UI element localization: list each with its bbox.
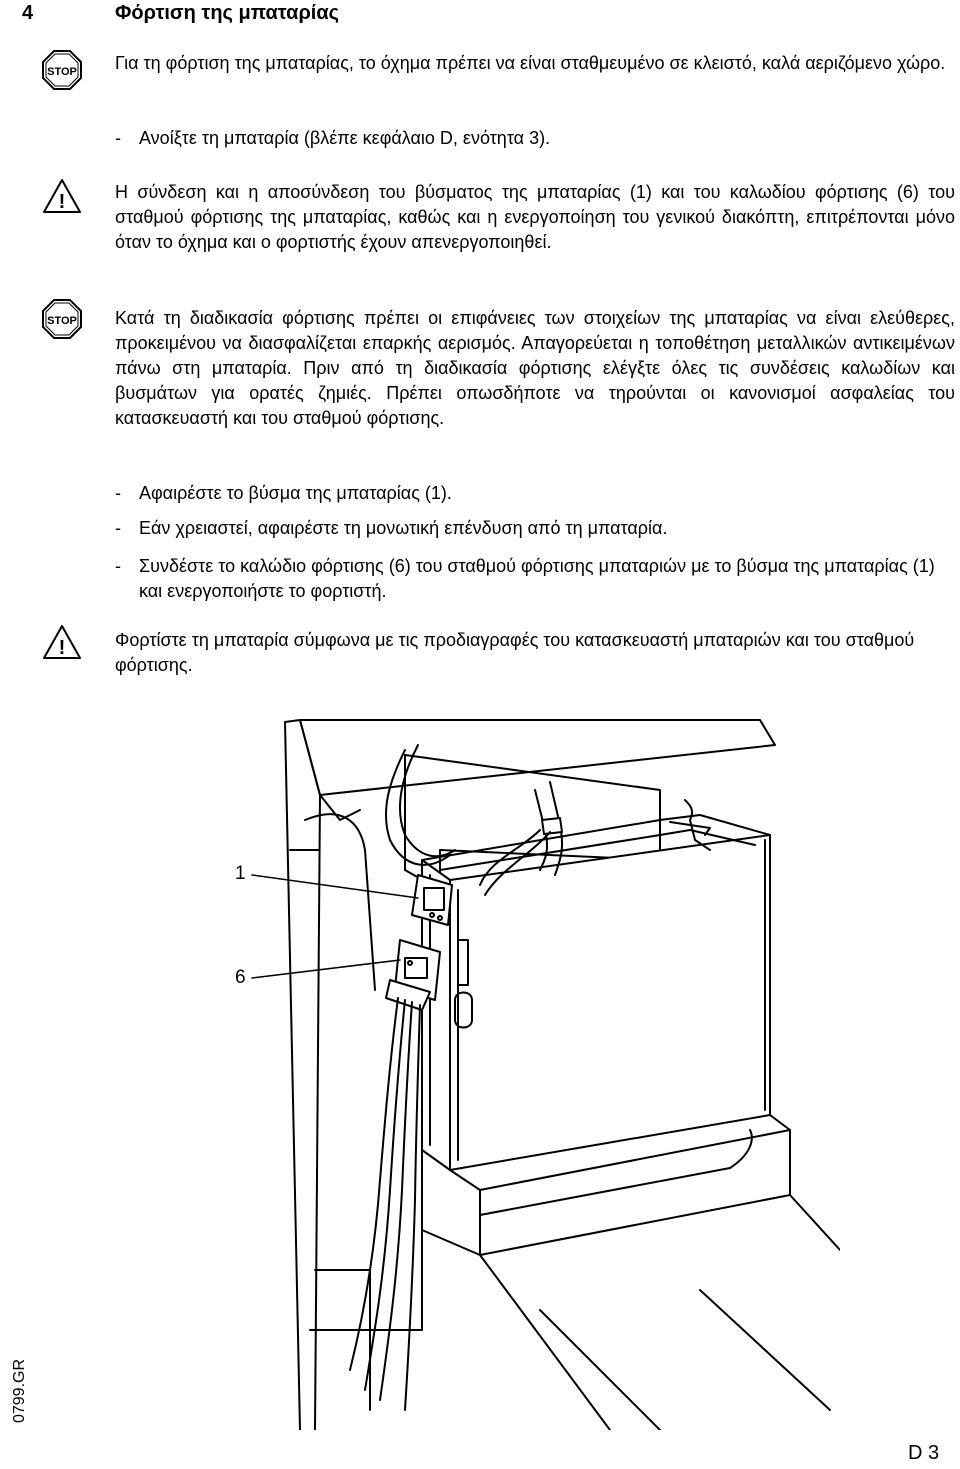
list-dash: - [115,128,121,148]
callout-battery-plug: 1 [235,863,246,884]
document-code: 0799.GR [11,1358,29,1424]
warning-mark: ! [58,637,66,659]
list-dash: - [115,556,121,576]
paragraph-charging-safety: Κατά τη διαδικασία φόρτισης πρέπει οι επιφάνειες των στοιχείων της μπαταρίας να είναι ελεύθερες, προκειμένου να διασφαλίζεται επαρκής αερισμός. Απαγορεύεται η τοποθέτηση μεταλλικών αντικειμένων πάνω στη μπαταρία. Πριν από τη διαδικασία φόρτισης ελέγξτε όλες τις συνδέσεις καλωδίων και βυσμάτων για ορατές ζημιές. Πρέπει οπωσδήποτε να τηρούνται οι κανονισμοί ασφαλείας του κατασκευαστή και του σταθμού φόρτισης. [115,308,955,428]
section-title: Φόρτιση της μπαταρίας [115,2,340,24]
step-open-battery: Ανοίξτε τη μπαταρία (βλέπε κεφάλαιο D, ενότητα 3). [139,128,551,148]
callout-charging-cable: 6 [235,967,246,988]
paragraph-connection-warning: Η σύνδεση και η αποσύνδεση του βύσματος της μπαταρίας (1) και του καλωδίου φόρτισης (6) του σταθμού φόρτισης της μπαταρίας, καθώς και η ενεργοποίηση του γενικού διακόπτη, επιτρέπονται μόνο όταν το όχημα και ο φορτιστής έχουν απενεργοποιηθεί. [115,182,955,252]
battery-charging-illustration [190,710,840,1430]
list-dash: - [115,518,121,538]
step-remove-plug: Αφαιρέστε το βύσμα της μπαταρίας (1). [139,483,452,503]
warning-triangle-icon [42,178,82,214]
warning-mark: ! [58,191,66,213]
stop-sign-label: STOP [47,66,77,78]
paragraph-charge-instructions: Φορτίστε τη μπαταρία σύμφωνα με τις προδιαγραφές του κατασκευαστή μπαταριών και του σταθμού φόρτισης. [115,630,915,675]
section-number: 4 [22,2,34,24]
list-dash: - [115,483,121,503]
step-remove-insulation: Εάν χρειαστεί, αφαιρέστε τη μονωτική επένδυση από τη μπαταρία. [139,518,668,538]
stop-sign-icon [42,50,82,90]
stop-sign-icon [42,299,82,339]
paragraph-parking: Για τη φόρτιση της μπαταρίας, το όχημα πρέπει να είναι σταθμευμένο σε κλειστό, καλά αεριζόμενο χώρο. [115,53,946,73]
warning-triangle-icon [42,624,82,660]
page-number: D 3 [908,1442,940,1464]
stop-sign-label: STOP [47,315,77,327]
step-connect-charger: Συνδέστε το καλώδιο φόρτισης (6) του σταθμού φόρτισης μπαταριών με το βύσμα της μπαταρίας (1) και ενεργοποιήστε το φορτιστή. [139,556,935,601]
